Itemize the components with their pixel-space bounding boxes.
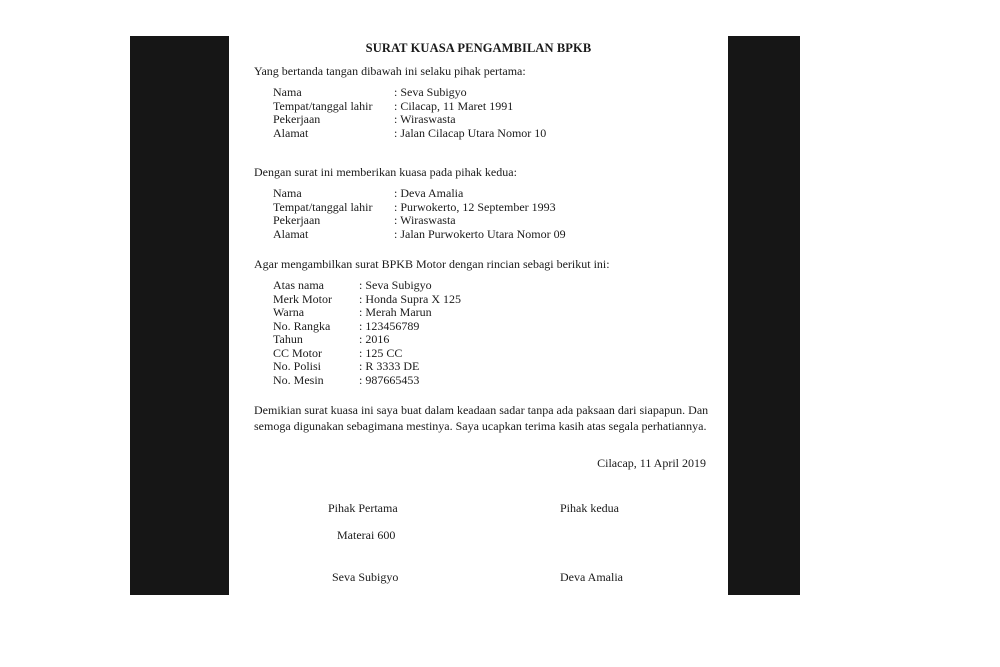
detail-row (273, 347, 461, 361)
detail-value: : 125 CC (359, 345, 403, 360)
intro-second-party: Dengan surat ini memberikan kuasa pada pihak kedua: (254, 165, 517, 179)
detail-row (273, 306, 461, 320)
second-party-label: Pihak kedua (560, 501, 619, 515)
detail-value: : 123456789 (359, 318, 420, 333)
detail-value: : Deva Amalia (394, 186, 464, 200)
intro-vehicle: Agar mengambilkan surat BPKB Motor dengan rincian sebagi berikut ini: (254, 257, 610, 271)
detail-label: No. Polisi (273, 359, 322, 373)
detail-value: : Purwokerto, 12 September 1993 (394, 199, 556, 214)
second-party-details (273, 187, 566, 241)
detail-value: : Merah Marun (359, 305, 432, 319)
detail-value: : Cilacap, 11 Maret 1991 (394, 98, 514, 113)
document-page (229, 36, 728, 595)
detail-label: Alamat (273, 226, 309, 241)
document-title: SURAT KUASA PENGAMBILAN BPKB (365, 41, 592, 55)
detail-value: : Seva Subigyo (394, 85, 467, 99)
detail-value: : R 3333 DE (359, 359, 420, 373)
first-party-signature-name: Seva Subigyo (332, 570, 399, 584)
detail-label: Tempat/tanggal lahir (273, 98, 373, 113)
detail-label: Tempat/tanggal lahir (273, 199, 373, 214)
detail-value: : 987665453 (359, 372, 420, 387)
detail-value: : Seva Subigyo (359, 278, 432, 292)
detail-row (273, 228, 566, 242)
detail-row (273, 86, 546, 100)
detail-row (273, 320, 461, 334)
detail-row (273, 100, 546, 114)
detail-label: Warna (273, 305, 305, 319)
detail-row (273, 333, 461, 347)
detail-label: No. Rangka (273, 318, 331, 333)
detail-label: Atas nama (273, 278, 324, 292)
detail-label: CC Motor (273, 345, 323, 360)
detail-row (273, 201, 566, 215)
stamp-label: Materai 600 (337, 528, 396, 542)
detail-label: Merk Motor (273, 291, 332, 306)
first-party-details (273, 86, 546, 140)
detail-label: Tahun (273, 332, 303, 346)
detail-row (273, 279, 461, 293)
detail-label: Nama (273, 186, 302, 200)
detail-value: : 2016 (359, 332, 390, 346)
detail-row (273, 293, 461, 307)
detail-row (273, 374, 461, 388)
detail-label: Pekerjaan (273, 213, 321, 227)
first-party-label: Pihak Pertama (328, 501, 398, 515)
detail-label: No. Mesin (273, 372, 324, 387)
second-party-signature-name: Deva Amalia (560, 570, 623, 584)
detail-label: Alamat (273, 125, 309, 140)
detail-label: Pekerjaan (273, 112, 321, 126)
vehicle-details (273, 279, 461, 387)
detail-value: : Jalan Purwokerto Utara Nomor 09 (394, 226, 566, 241)
detail-row (273, 360, 461, 374)
detail-label: Nama (273, 85, 302, 99)
detail-value: : Wiraswasta (394, 213, 456, 227)
detail-value: : Jalan Cilacap Utara Nomor 10 (394, 125, 547, 140)
detail-row (273, 127, 546, 141)
detail-value: : Wiraswasta (394, 112, 456, 126)
detail-row (273, 113, 546, 127)
detail-row (273, 214, 566, 228)
place-date: Cilacap, 11 April 2019 (597, 456, 706, 470)
detail-row (273, 187, 566, 201)
intro-first-party: Yang bertanda tangan dibawah ini selaku pihak pertama: (254, 64, 526, 78)
closing-paragraph: Demikian surat kuasa ini saya buat dalam keadaan sadar tanpa ada paksaan dari siapapun. Dan semoga digunakan sebagimana mestinya. Saya ucapkan terima kasih atas segala perhatiannya. (254, 403, 709, 433)
detail-value: : Honda Supra X 125 (359, 291, 461, 306)
